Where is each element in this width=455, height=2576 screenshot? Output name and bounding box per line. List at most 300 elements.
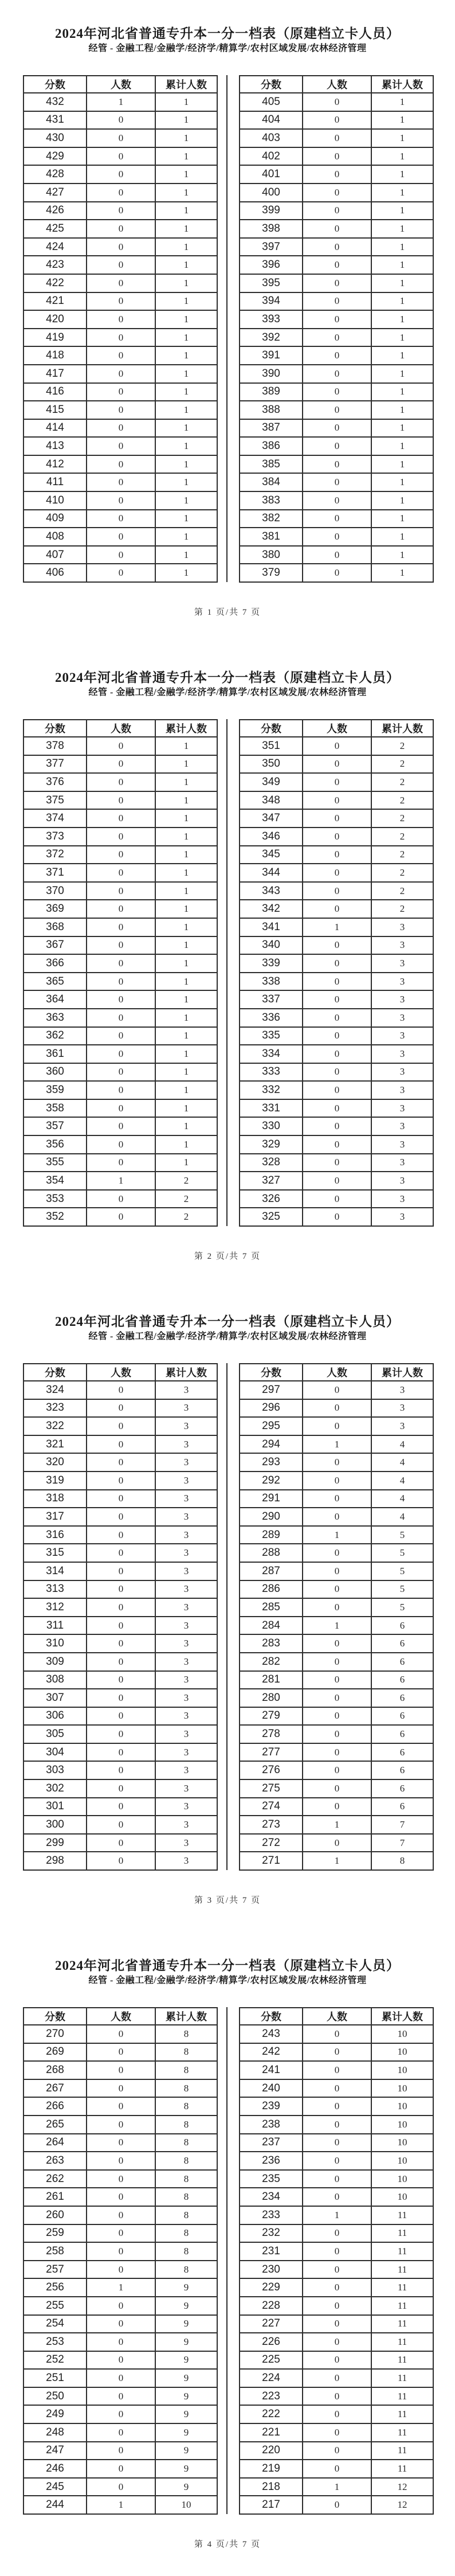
score-row [240, 1208, 433, 1226]
score-row [23, 755, 217, 774]
count-cell: 0 [87, 220, 155, 238]
count-cell: 0 [87, 1117, 155, 1135]
count-cell: 0 [303, 882, 371, 900]
cumulative-cell: 3 [155, 1725, 217, 1743]
count-cell: 0 [87, 1190, 155, 1208]
cumulative-cell: 1 [371, 238, 433, 256]
score-row [240, 773, 433, 791]
count-cell: 0 [303, 238, 371, 256]
score-row [240, 918, 433, 936]
page-footer: 第 3 页/共 7 页 [194, 1896, 261, 1905]
count-cell: 0 [303, 1117, 371, 1135]
score-cell: 318 [23, 1490, 87, 1508]
score-row [240, 1779, 433, 1798]
score-cell: 270 [23, 2025, 87, 2043]
count-cell: 0 [87, 1707, 155, 1726]
cumulative-cell: 3 [155, 1743, 217, 1762]
score-row [240, 346, 433, 365]
score-row [240, 2043, 433, 2062]
count-cell: 0 [303, 202, 371, 220]
table-divider [226, 1363, 227, 1870]
cumulative-cell: 1 [371, 329, 433, 347]
cumulative-cell: 3 [371, 918, 433, 936]
score-cell: 399 [240, 202, 303, 220]
score-row [23, 147, 217, 166]
col-header-score: 分数 [23, 720, 87, 737]
score-row [23, 809, 217, 828]
score-cell: 219 [240, 2460, 303, 2478]
score-cell: 258 [23, 2242, 87, 2261]
cumulative-cell: 1 [371, 111, 433, 130]
score-cell: 366 [23, 954, 87, 973]
score-row [23, 1172, 217, 1190]
count-cell: 1 [303, 2478, 371, 2496]
cumulative-cell: 1 [155, 310, 217, 329]
count-cell: 0 [87, 1417, 155, 1435]
cumulative-cell: 8 [155, 2116, 217, 2134]
cumulative-cell: 3 [155, 1689, 217, 1707]
score-row [240, 900, 433, 918]
score-cell: 359 [23, 1081, 87, 1099]
count-cell: 0 [303, 1453, 371, 1472]
cumulative-cell: 1 [371, 564, 433, 582]
count-cell: 0 [87, 846, 155, 864]
count-cell: 0 [87, 2442, 155, 2460]
count-cell: 0 [87, 1598, 155, 1617]
score-cell: 365 [23, 973, 87, 991]
score-row [240, 2442, 433, 2460]
count-cell: 0 [303, 1834, 371, 1852]
score-cell: 243 [240, 2025, 303, 2043]
score-row [23, 1435, 217, 1454]
cumulative-cell: 3 [155, 1834, 217, 1852]
score-row [23, 220, 217, 238]
count-cell: 0 [303, 346, 371, 365]
count-cell: 0 [87, 383, 155, 401]
count-cell: 0 [87, 2351, 155, 2370]
count-cell: 0 [87, 2025, 155, 2043]
score-table-left [23, 719, 218, 1227]
score-row [240, 1653, 433, 1671]
cumulative-cell: 11 [371, 2297, 433, 2315]
col-header-score: 分数 [23, 2008, 87, 2025]
cumulative-cell: 8 [155, 2025, 217, 2043]
score-row [240, 1490, 433, 1508]
count-cell: 0 [303, 184, 371, 202]
score-table-right [239, 75, 434, 583]
score-row [23, 2043, 217, 2062]
score-row [240, 1435, 433, 1454]
count-cell: 0 [87, 755, 155, 774]
score-cell: 230 [240, 2261, 303, 2279]
cumulative-cell: 1 [371, 202, 433, 220]
cumulative-cell: 11 [371, 2224, 433, 2243]
score-row [23, 165, 217, 184]
score-cell: 273 [240, 1816, 303, 1834]
cumulative-cell: 1 [155, 973, 217, 991]
score-cell: 253 [23, 2333, 87, 2351]
count-cell: 0 [303, 510, 371, 528]
cumulative-cell: 3 [371, 1009, 433, 1027]
count-cell: 0 [303, 1417, 371, 1435]
score-cell: 303 [23, 1761, 87, 1779]
count-cell: 1 [87, 93, 155, 111]
count-cell: 0 [303, 2134, 371, 2152]
count-cell: 0 [303, 2025, 371, 2043]
score-cell: 316 [23, 1526, 87, 1544]
count-cell: 0 [87, 954, 155, 973]
score-row [240, 809, 433, 828]
cumulative-cell: 1 [155, 473, 217, 491]
cumulative-cell: 3 [371, 1045, 433, 1063]
score-row [240, 510, 433, 528]
score-row [240, 2351, 433, 2370]
score-row [240, 202, 433, 220]
count-cell: 0 [303, 129, 371, 147]
score-row [240, 1508, 433, 1526]
score-table-right [239, 1363, 434, 1871]
score-cell: 278 [240, 1725, 303, 1743]
count-cell: 0 [87, 1779, 155, 1798]
count-cell: 0 [87, 2116, 155, 2134]
score-cell: 307 [23, 1689, 87, 1707]
cumulative-cell: 1 [371, 310, 433, 329]
score-row [240, 274, 433, 292]
cumulative-cell: 1 [155, 346, 217, 365]
page-subtitle: 经管 - 金融工程/金融学/经济学/精算学/农村区域发展/农林经济管理 [88, 688, 367, 697]
document-page [0, 0, 455, 644]
count-cell: 0 [87, 419, 155, 438]
score-row [23, 346, 217, 365]
score-cell: 252 [23, 2351, 87, 2370]
score-row [23, 1472, 217, 1490]
score-cell: 374 [23, 809, 87, 828]
count-cell: 0 [303, 473, 371, 491]
score-cell: 426 [23, 202, 87, 220]
count-cell: 0 [303, 2188, 371, 2206]
score-cell: 254 [23, 2315, 87, 2333]
count-cell: 0 [303, 900, 371, 918]
score-cell: 410 [23, 491, 87, 510]
cumulative-cell: 5 [371, 1598, 433, 1617]
count-cell: 0 [87, 2297, 155, 2315]
score-cell: 351 [240, 737, 303, 755]
score-row [240, 1634, 433, 1653]
cumulative-cell: 3 [371, 1190, 433, 1208]
score-row [240, 473, 433, 491]
cumulative-cell: 1 [155, 274, 217, 292]
score-cell: 240 [240, 2079, 303, 2098]
score-row [240, 2278, 433, 2297]
cumulative-cell: 1 [155, 256, 217, 274]
score-cell: 264 [23, 2134, 87, 2152]
count-cell: 0 [87, 990, 155, 1009]
score-row [23, 1009, 217, 1027]
count-cell: 0 [87, 2206, 155, 2224]
score-cell: 266 [23, 2097, 87, 2116]
cumulative-cell: 3 [155, 1399, 217, 1418]
score-cell: 408 [23, 528, 87, 546]
cumulative-cell: 1 [155, 1045, 217, 1063]
score-row [240, 238, 433, 256]
score-row [240, 954, 433, 973]
score-cell: 329 [240, 1135, 303, 1154]
table-divider [226, 75, 227, 582]
score-cell: 293 [240, 1453, 303, 1472]
score-cell: 340 [240, 936, 303, 955]
score-row [23, 383, 217, 401]
cumulative-cell: 10 [371, 2188, 433, 2206]
header-row [240, 1364, 433, 1381]
score-cell: 308 [23, 1671, 87, 1689]
score-row [240, 1617, 433, 1635]
score-cell: 297 [240, 1381, 303, 1399]
score-cell: 344 [240, 864, 303, 882]
cumulative-cell: 3 [155, 1544, 217, 1562]
col-header-count: 人数 [87, 1364, 155, 1381]
count-cell: 0 [303, 973, 371, 991]
count-cell: 1 [303, 1526, 371, 1544]
cumulative-cell: 3 [371, 1081, 433, 1099]
score-row [23, 1027, 217, 1045]
cumulative-cell: 12 [371, 2478, 433, 2496]
count-cell: 0 [303, 846, 371, 864]
cumulative-cell: 6 [371, 1617, 433, 1635]
score-cell: 275 [240, 1779, 303, 1798]
score-row [23, 1063, 217, 1082]
score-cell: 294 [240, 1435, 303, 1454]
cumulative-cell: 6 [371, 1798, 433, 1816]
score-row [240, 990, 433, 1009]
score-row [23, 2188, 217, 2206]
count-cell: 1 [87, 2496, 155, 2514]
score-cell: 349 [240, 773, 303, 791]
cumulative-cell: 3 [155, 1852, 217, 1870]
count-cell: 0 [303, 1634, 371, 1653]
score-row [240, 1117, 433, 1135]
score-tables-area [23, 1363, 434, 1870]
cumulative-cell: 8 [155, 2224, 217, 2243]
count-cell: 0 [87, 1526, 155, 1544]
cumulative-cell: 2 [371, 791, 433, 810]
score-row [240, 1472, 433, 1490]
score-cell: 262 [23, 2170, 87, 2188]
count-cell: 0 [303, 1009, 371, 1027]
score-row [23, 1526, 217, 1544]
cumulative-cell: 11 [371, 2206, 433, 2224]
score-cell: 337 [240, 990, 303, 1009]
count-cell: 0 [303, 455, 371, 474]
score-row [23, 2460, 217, 2478]
count-cell: 1 [303, 2206, 371, 2224]
count-cell: 0 [303, 1508, 371, 1526]
cumulative-cell: 3 [155, 1707, 217, 1726]
score-row [23, 2152, 217, 2170]
score-row [240, 1544, 433, 1562]
cumulative-cell: 1 [155, 791, 217, 810]
score-cell: 358 [23, 1099, 87, 1118]
table-divider [226, 2007, 227, 2514]
score-cell: 332 [240, 1081, 303, 1099]
cumulative-cell: 1 [371, 401, 433, 419]
score-cell: 290 [240, 1508, 303, 1526]
count-cell: 0 [87, 256, 155, 274]
score-row [240, 1009, 433, 1027]
cumulative-cell: 9 [155, 2315, 217, 2333]
score-row [240, 292, 433, 311]
score-cell: 302 [23, 1779, 87, 1798]
score-cell: 338 [240, 973, 303, 991]
cumulative-cell: 6 [371, 1689, 433, 1707]
score-cell: 312 [23, 1598, 87, 1617]
score-cell: 242 [240, 2043, 303, 2062]
count-cell: 0 [303, 2442, 371, 2460]
score-cell: 310 [23, 1634, 87, 1653]
score-cell: 323 [23, 1399, 87, 1418]
score-cell: 249 [23, 2405, 87, 2423]
score-cell: 393 [240, 310, 303, 329]
count-cell: 0 [87, 1063, 155, 1082]
count-cell: 0 [303, 1689, 371, 1707]
score-cell: 244 [23, 2496, 87, 2514]
score-cell: 241 [240, 2061, 303, 2079]
cumulative-cell: 1 [155, 1027, 217, 1045]
score-row [23, 1707, 217, 1726]
count-cell: 0 [87, 1135, 155, 1154]
score-cell: 367 [23, 936, 87, 955]
header-row [23, 2008, 217, 2025]
count-cell: 0 [87, 202, 155, 220]
count-cell: 0 [87, 918, 155, 936]
count-cell: 0 [303, 1671, 371, 1689]
score-row [240, 546, 433, 564]
cumulative-cell: 4 [371, 1453, 433, 1472]
cumulative-cell: 10 [371, 2116, 433, 2134]
score-row [240, 1063, 433, 1082]
count-cell: 0 [303, 773, 371, 791]
cumulative-cell: 1 [155, 329, 217, 347]
score-cell: 419 [23, 329, 87, 347]
count-cell: 1 [87, 1172, 155, 1190]
page-footer: 第 2 页/共 7 页 [194, 1252, 261, 1261]
score-tables-area [23, 75, 434, 582]
count-cell: 0 [87, 1725, 155, 1743]
score-row [23, 1154, 217, 1172]
page-title: 2024年河北省普通专升本一分一档表（原建档立卡人员） [55, 1958, 400, 1973]
cumulative-cell: 1 [155, 383, 217, 401]
cumulative-cell: 1 [371, 546, 433, 564]
score-cell: 309 [23, 1653, 87, 1671]
score-cell: 223 [240, 2387, 303, 2406]
score-row [23, 111, 217, 130]
cumulative-cell: 2 [371, 737, 433, 755]
score-cell: 429 [23, 147, 87, 166]
score-cell: 409 [23, 510, 87, 528]
count-cell: 0 [87, 310, 155, 329]
score-row [23, 2116, 217, 2134]
score-row [23, 2387, 217, 2406]
cumulative-cell: 1 [371, 220, 433, 238]
cumulative-cell: 1 [155, 882, 217, 900]
score-row [23, 1417, 217, 1435]
score-cell: 360 [23, 1063, 87, 1082]
cumulative-cell: 9 [155, 2423, 217, 2442]
count-cell: 0 [87, 882, 155, 900]
score-cell: 373 [23, 828, 87, 846]
cumulative-cell: 2 [155, 1208, 217, 1226]
page-footer: 第 1 页/共 7 页 [194, 608, 261, 617]
count-cell: 0 [87, 473, 155, 491]
cumulative-cell: 2 [371, 828, 433, 846]
score-row [240, 2478, 433, 2496]
cumulative-cell: 9 [155, 2442, 217, 2460]
score-cell: 325 [240, 1208, 303, 1226]
score-row [23, 292, 217, 311]
score-cell: 418 [23, 346, 87, 365]
score-row [23, 2315, 217, 2333]
score-row [240, 737, 433, 755]
score-cell: 218 [240, 2478, 303, 2496]
score-row [23, 401, 217, 419]
count-cell: 0 [87, 864, 155, 882]
cumulative-cell: 1 [155, 455, 217, 474]
count-cell: 0 [303, 1172, 371, 1190]
score-cell: 382 [240, 510, 303, 528]
score-cell: 380 [240, 546, 303, 564]
score-cell: 279 [240, 1707, 303, 1726]
count-cell: 0 [303, 147, 371, 166]
count-cell: 0 [87, 737, 155, 755]
count-cell: 0 [87, 2170, 155, 2188]
score-cell: 269 [23, 2043, 87, 2062]
cumulative-cell: 9 [155, 2278, 217, 2297]
score-cell: 370 [23, 882, 87, 900]
cumulative-cell: 3 [371, 1208, 433, 1226]
score-cell: 315 [23, 1544, 87, 1562]
count-cell: 0 [87, 828, 155, 846]
score-row [23, 93, 217, 111]
score-cell: 386 [240, 437, 303, 455]
count-cell: 0 [303, 737, 371, 755]
cumulative-cell: 1 [371, 455, 433, 474]
score-cell: 238 [240, 2116, 303, 2134]
score-row [240, 2206, 433, 2224]
cumulative-cell: 3 [155, 1816, 217, 1834]
score-cell: 413 [23, 437, 87, 455]
count-cell: 0 [303, 936, 371, 955]
count-cell: 0 [87, 1634, 155, 1653]
cumulative-cell: 3 [371, 1099, 433, 1118]
score-cell: 267 [23, 2079, 87, 2098]
page-footer: 第 4 页/共 7 页 [194, 2540, 261, 2549]
score-cell: 347 [240, 809, 303, 828]
count-cell: 0 [87, 2097, 155, 2116]
count-cell: 0 [87, 546, 155, 564]
cumulative-cell: 3 [155, 1453, 217, 1472]
count-cell: 0 [303, 2423, 371, 2442]
score-cell: 334 [240, 1045, 303, 1063]
count-cell: 0 [303, 1598, 371, 1617]
score-cell: 392 [240, 329, 303, 347]
cumulative-cell: 2 [155, 1172, 217, 1190]
cumulative-cell: 3 [155, 1580, 217, 1599]
score-row [23, 491, 217, 510]
score-row [240, 455, 433, 474]
score-cell: 412 [23, 455, 87, 474]
count-cell: 0 [303, 1779, 371, 1798]
score-row [240, 1526, 433, 1544]
score-cell: 341 [240, 918, 303, 936]
